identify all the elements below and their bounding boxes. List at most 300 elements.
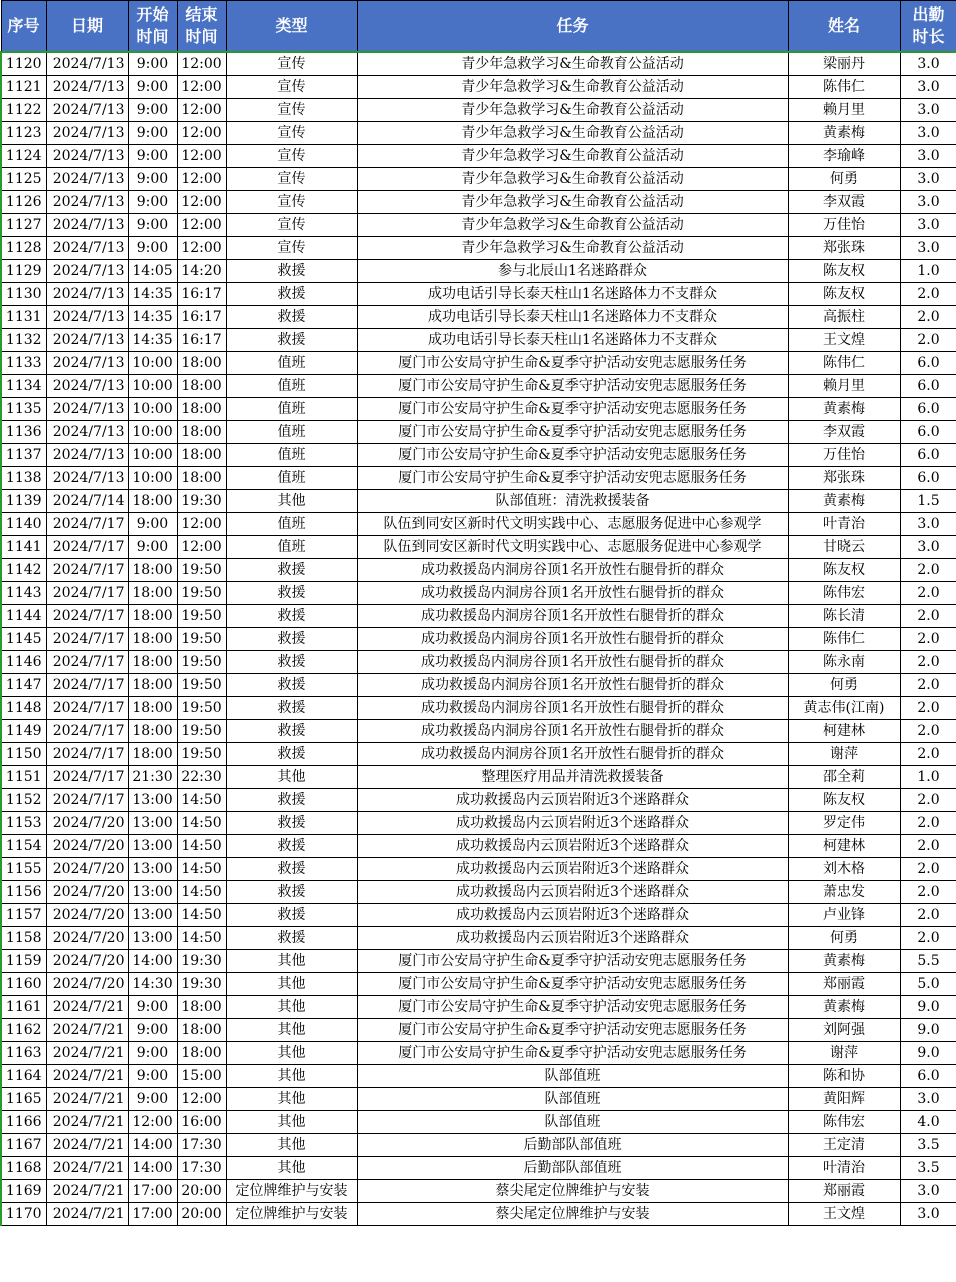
cell-name[interactable]: 柯建林 (788, 720, 900, 743)
cell-date[interactable]: 2024/7/13 (46, 444, 128, 467)
cell-end-time[interactable]: 19:30 (177, 973, 226, 996)
cell-hours[interactable]: 2.0 (900, 306, 956, 329)
cell-end-time[interactable]: 12:00 (177, 214, 226, 237)
cell-hours[interactable]: 5.0 (900, 973, 956, 996)
cell-task[interactable]: 成功救援岛内云顶岩附近3个迷路群众 (357, 881, 788, 904)
cell-hours[interactable]: 4.0 (900, 1111, 956, 1134)
cell-date[interactable]: 2024/7/13 (46, 99, 128, 122)
cell-task[interactable]: 队伍到同安区新时代文明实践中心、志愿服务促进中心参观学 (357, 536, 788, 559)
cell-end-time[interactable]: 14:50 (177, 858, 226, 881)
cell-task[interactable]: 成功救援岛内云顶岩附近3个迷路群众 (357, 927, 788, 950)
cell-name[interactable]: 柯建林 (788, 835, 900, 858)
cell-start-time[interactable]: 10:00 (128, 444, 177, 467)
cell-name[interactable]: 陈友权 (788, 260, 900, 283)
cell-seq[interactable]: 1155 (1, 858, 46, 881)
cell-start-time[interactable]: 18:00 (128, 559, 177, 582)
cell-start-time[interactable]: 10:00 (128, 421, 177, 444)
cell-date[interactable]: 2024/7/21 (46, 996, 128, 1019)
cell-name[interactable]: 郑张珠 (788, 237, 900, 260)
cell-date[interactable]: 2024/7/20 (46, 835, 128, 858)
cell-hours[interactable]: 3.0 (900, 52, 956, 76)
cell-end-time[interactable]: 12:00 (177, 191, 226, 214)
cell-type[interactable]: 救援 (226, 858, 357, 881)
cell-name[interactable]: 罗定伟 (788, 812, 900, 835)
cell-seq[interactable]: 1130 (1, 283, 46, 306)
cell-start-time[interactable]: 10:00 (128, 375, 177, 398)
cell-end-time[interactable]: 12:00 (177, 237, 226, 260)
cell-seq[interactable]: 1160 (1, 973, 46, 996)
cell-end-time[interactable]: 14:50 (177, 812, 226, 835)
cell-end-time[interactable]: 14:50 (177, 927, 226, 950)
cell-hours[interactable]: 2.0 (900, 651, 956, 674)
cell-seq[interactable]: 1140 (1, 513, 46, 536)
cell-date[interactable]: 2024/7/17 (46, 697, 128, 720)
cell-task[interactable]: 成功救援岛内洞房谷顶1名开放性右腿骨折的群众 (357, 582, 788, 605)
cell-task[interactable]: 队部值班：清洗救援装备 (357, 490, 788, 513)
cell-task[interactable]: 厦门市公安局守护生命&夏季守护活动安兜志愿服务任务 (357, 1019, 788, 1042)
cell-task[interactable]: 成功电话引导长泰天柱山1名迷路体力不支群众 (357, 306, 788, 329)
cell-type[interactable]: 救援 (226, 904, 357, 927)
cell-seq[interactable]: 1164 (1, 1065, 46, 1088)
cell-start-time[interactable]: 18:00 (128, 697, 177, 720)
cell-hours[interactable]: 6.0 (900, 375, 956, 398)
cell-task[interactable]: 蔡尖尾定位牌维护与安装 (357, 1203, 788, 1226)
cell-date[interactable]: 2024/7/20 (46, 812, 128, 835)
cell-date[interactable]: 2024/7/21 (46, 1019, 128, 1042)
cell-seq[interactable]: 1131 (1, 306, 46, 329)
cell-end-time[interactable]: 22:30 (177, 766, 226, 789)
cell-seq[interactable]: 1142 (1, 559, 46, 582)
cell-date[interactable]: 2024/7/17 (46, 559, 128, 582)
cell-name[interactable]: 陈友权 (788, 283, 900, 306)
cell-end-time[interactable]: 20:00 (177, 1203, 226, 1226)
cell-date[interactable]: 2024/7/13 (46, 352, 128, 375)
cell-type[interactable]: 宣传 (226, 145, 357, 168)
cell-date[interactable]: 2024/7/21 (46, 1111, 128, 1134)
cell-type[interactable]: 救援 (226, 835, 357, 858)
cell-task[interactable]: 厦门市公安局守护生命&夏季守护活动安兜志愿服务任务 (357, 398, 788, 421)
cell-name[interactable]: 陈伟宏 (788, 1111, 900, 1134)
cell-task[interactable]: 成功电话引导长泰天柱山1名迷路体力不支群众 (357, 329, 788, 352)
cell-hours[interactable]: 3.5 (900, 1134, 956, 1157)
cell-start-time[interactable]: 18:00 (128, 651, 177, 674)
cell-hours[interactable]: 2.0 (900, 674, 956, 697)
cell-type[interactable]: 其他 (226, 1065, 357, 1088)
cell-start-time[interactable]: 9:00 (128, 191, 177, 214)
cell-start-time[interactable]: 14:30 (128, 973, 177, 996)
cell-start-time[interactable]: 14:35 (128, 329, 177, 352)
cell-name[interactable]: 黄素梅 (788, 398, 900, 421)
cell-start-time[interactable]: 9:00 (128, 145, 177, 168)
cell-end-time[interactable]: 12:00 (177, 513, 226, 536)
cell-type[interactable]: 其他 (226, 996, 357, 1019)
cell-start-time[interactable]: 10:00 (128, 398, 177, 421)
cell-end-time[interactable]: 12:00 (177, 99, 226, 122)
cell-type[interactable]: 救援 (226, 743, 357, 766)
cell-end-time[interactable]: 18:00 (177, 444, 226, 467)
cell-hours[interactable]: 2.0 (900, 858, 956, 881)
cell-name[interactable]: 甘晓云 (788, 536, 900, 559)
cell-hours[interactable]: 9.0 (900, 996, 956, 1019)
cell-hours[interactable]: 2.0 (900, 628, 956, 651)
cell-hours[interactable]: 9.0 (900, 1042, 956, 1065)
cell-end-time[interactable]: 19:50 (177, 605, 226, 628)
cell-start-time[interactable]: 9:00 (128, 1065, 177, 1088)
cell-type[interactable]: 救援 (226, 260, 357, 283)
cell-type[interactable]: 值班 (226, 352, 357, 375)
cell-name[interactable]: 高振柱 (788, 306, 900, 329)
cell-type[interactable]: 值班 (226, 398, 357, 421)
cell-date[interactable]: 2024/7/20 (46, 904, 128, 927)
cell-end-time[interactable]: 14:50 (177, 789, 226, 812)
cell-date[interactable]: 2024/7/17 (46, 651, 128, 674)
cell-name[interactable]: 陈和协 (788, 1065, 900, 1088)
cell-type[interactable]: 宣传 (226, 76, 357, 99)
cell-seq[interactable]: 1129 (1, 260, 46, 283)
cell-start-time[interactable]: 9:00 (128, 536, 177, 559)
cell-seq[interactable]: 1156 (1, 881, 46, 904)
cell-date[interactable]: 2024/7/20 (46, 858, 128, 881)
cell-type[interactable]: 定位牌维护与安装 (226, 1180, 357, 1203)
cell-seq[interactable]: 1168 (1, 1157, 46, 1180)
cell-task[interactable]: 队部值班 (357, 1111, 788, 1134)
cell-date[interactable]: 2024/7/21 (46, 1180, 128, 1203)
cell-type[interactable]: 救援 (226, 697, 357, 720)
cell-end-time[interactable]: 19:50 (177, 628, 226, 651)
cell-date[interactable]: 2024/7/17 (46, 766, 128, 789)
cell-task[interactable]: 厦门市公安局守护生命&夏季守护活动安兜志愿服务任务 (357, 421, 788, 444)
cell-task[interactable]: 青少年急救学习&生命教育公益活动 (357, 168, 788, 191)
cell-name[interactable]: 陈长清 (788, 605, 900, 628)
cell-task[interactable]: 成功电话引导长泰天柱山1名迷路体力不支群众 (357, 283, 788, 306)
cell-name[interactable]: 刘木格 (788, 858, 900, 881)
cell-end-time[interactable]: 19:50 (177, 743, 226, 766)
cell-name[interactable]: 陈友权 (788, 789, 900, 812)
cell-date[interactable]: 2024/7/17 (46, 513, 128, 536)
cell-end-time[interactable]: 20:00 (177, 1180, 226, 1203)
cell-date[interactable]: 2024/7/13 (46, 145, 128, 168)
cell-name[interactable]: 萧忠发 (788, 881, 900, 904)
cell-end-time[interactable]: 19:50 (177, 559, 226, 582)
cell-task[interactable]: 厦门市公安局守护生命&夏季守护活动安兜志愿服务任务 (357, 996, 788, 1019)
cell-name[interactable]: 叶清治 (788, 1157, 900, 1180)
cell-end-time[interactable]: 19:50 (177, 720, 226, 743)
cell-date[interactable]: 2024/7/13 (46, 214, 128, 237)
cell-type[interactable]: 宣传 (226, 99, 357, 122)
cell-start-time[interactable]: 18:00 (128, 605, 177, 628)
cell-task[interactable]: 厦门市公安局守护生命&夏季守护活动安兜志愿服务任务 (357, 973, 788, 996)
cell-start-time[interactable]: 17:00 (128, 1203, 177, 1226)
cell-seq[interactable]: 1169 (1, 1180, 46, 1203)
cell-end-time[interactable]: 18:00 (177, 996, 226, 1019)
cell-type[interactable]: 救援 (226, 651, 357, 674)
cell-end-time[interactable]: 12:00 (177, 122, 226, 145)
cell-task[interactable]: 成功救援岛内洞房谷顶1名开放性右腿骨折的群众 (357, 605, 788, 628)
cell-start-time[interactable]: 18:00 (128, 674, 177, 697)
cell-task[interactable]: 队伍到同安区新时代文明实践中心、志愿服务促进中心参观学 (357, 513, 788, 536)
cell-start-time[interactable]: 13:00 (128, 789, 177, 812)
cell-type[interactable]: 其他 (226, 1134, 357, 1157)
cell-end-time[interactable]: 12:00 (177, 1088, 226, 1111)
cell-end-time[interactable]: 19:50 (177, 674, 226, 697)
cell-end-time[interactable]: 14:20 (177, 260, 226, 283)
cell-seq[interactable]: 1127 (1, 214, 46, 237)
header-name[interactable]: 姓名 (788, 1, 900, 53)
cell-seq[interactable]: 1141 (1, 536, 46, 559)
cell-task[interactable]: 成功救援岛内洞房谷顶1名开放性右腿骨折的群众 (357, 697, 788, 720)
cell-task[interactable]: 蔡尖尾定位牌维护与安装 (357, 1180, 788, 1203)
cell-date[interactable]: 2024/7/17 (46, 582, 128, 605)
cell-end-time[interactable]: 12:00 (177, 168, 226, 191)
cell-name[interactable]: 赖月里 (788, 375, 900, 398)
cell-type[interactable]: 其他 (226, 950, 357, 973)
cell-hours[interactable]: 3.0 (900, 122, 956, 145)
cell-hours[interactable]: 2.0 (900, 329, 956, 352)
cell-end-time[interactable]: 19:50 (177, 582, 226, 605)
cell-type[interactable]: 定位牌维护与安装 (226, 1203, 357, 1226)
cell-start-time[interactable]: 13:00 (128, 812, 177, 835)
cell-hours[interactable]: 2.0 (900, 881, 956, 904)
cell-end-time[interactable]: 14:50 (177, 881, 226, 904)
cell-task[interactable]: 成功救援岛内洞房谷顶1名开放性右腿骨折的群众 (357, 559, 788, 582)
cell-end-time[interactable]: 19:30 (177, 950, 226, 973)
cell-hours[interactable]: 6.0 (900, 444, 956, 467)
cell-hours[interactable]: 3.0 (900, 237, 956, 260)
cell-start-time[interactable]: 9:00 (128, 996, 177, 1019)
cell-hours[interactable]: 2.0 (900, 812, 956, 835)
cell-start-time[interactable]: 14:35 (128, 306, 177, 329)
cell-type[interactable]: 宣传 (226, 52, 357, 76)
cell-hours[interactable]: 2.0 (900, 559, 956, 582)
cell-seq[interactable]: 1149 (1, 720, 46, 743)
cell-hours[interactable]: 3.0 (900, 1088, 956, 1111)
cell-task[interactable]: 队部值班 (357, 1088, 788, 1111)
cell-date[interactable]: 2024/7/21 (46, 1203, 128, 1226)
cell-seq[interactable]: 1159 (1, 950, 46, 973)
cell-start-time[interactable]: 13:00 (128, 881, 177, 904)
cell-name[interactable]: 卢业锋 (788, 904, 900, 927)
cell-type[interactable]: 值班 (226, 513, 357, 536)
cell-name[interactable]: 刘阿强 (788, 1019, 900, 1042)
cell-hours[interactable]: 2.0 (900, 743, 956, 766)
cell-type[interactable]: 宣传 (226, 168, 357, 191)
cell-name[interactable]: 何勇 (788, 674, 900, 697)
cell-task[interactable]: 成功救援岛内云顶岩附近3个迷路群众 (357, 835, 788, 858)
cell-type[interactable]: 救援 (226, 283, 357, 306)
cell-seq[interactable]: 1121 (1, 76, 46, 99)
cell-hours[interactable]: 3.0 (900, 76, 956, 99)
cell-start-time[interactable]: 13:00 (128, 858, 177, 881)
cell-seq[interactable]: 1154 (1, 835, 46, 858)
cell-hours[interactable]: 3.0 (900, 1203, 956, 1226)
cell-seq[interactable]: 1157 (1, 904, 46, 927)
cell-date[interactable]: 2024/7/21 (46, 1065, 128, 1088)
cell-seq[interactable]: 1166 (1, 1111, 46, 1134)
cell-seq[interactable]: 1133 (1, 352, 46, 375)
cell-date[interactable]: 2024/7/17 (46, 536, 128, 559)
cell-hours[interactable]: 2.0 (900, 697, 956, 720)
cell-name[interactable]: 王文煌 (788, 329, 900, 352)
cell-seq[interactable]: 1134 (1, 375, 46, 398)
cell-hours[interactable]: 2.0 (900, 927, 956, 950)
cell-type[interactable]: 值班 (226, 444, 357, 467)
cell-type[interactable]: 其他 (226, 766, 357, 789)
cell-type[interactable]: 其他 (226, 1111, 357, 1134)
cell-type[interactable]: 其他 (226, 1088, 357, 1111)
cell-seq[interactable]: 1162 (1, 1019, 46, 1042)
cell-hours[interactable]: 5.5 (900, 950, 956, 973)
cell-name[interactable]: 李双霞 (788, 191, 900, 214)
cell-start-time[interactable]: 14:00 (128, 950, 177, 973)
cell-seq[interactable]: 1135 (1, 398, 46, 421)
cell-type[interactable]: 救援 (226, 605, 357, 628)
cell-start-time[interactable]: 9:00 (128, 237, 177, 260)
cell-task[interactable]: 成功救援岛内洞房谷顶1名开放性右腿骨折的群众 (357, 720, 788, 743)
cell-name[interactable]: 黄素梅 (788, 490, 900, 513)
cell-seq[interactable]: 1124 (1, 145, 46, 168)
cell-end-time[interactable]: 16:17 (177, 329, 226, 352)
cell-start-time[interactable]: 10:00 (128, 467, 177, 490)
cell-start-time[interactable]: 9:00 (128, 214, 177, 237)
cell-hours[interactable]: 6.0 (900, 467, 956, 490)
cell-end-time[interactable]: 16:00 (177, 1111, 226, 1134)
cell-start-time[interactable]: 9:00 (128, 99, 177, 122)
cell-task[interactable]: 青少年急救学习&生命教育公益活动 (357, 191, 788, 214)
cell-name[interactable]: 陈永南 (788, 651, 900, 674)
cell-type[interactable]: 值班 (226, 421, 357, 444)
cell-end-time[interactable]: 18:00 (177, 467, 226, 490)
cell-hours[interactable]: 2.0 (900, 904, 956, 927)
cell-hours[interactable]: 1.0 (900, 766, 956, 789)
cell-task[interactable]: 参与北辰山1名迷路群众 (357, 260, 788, 283)
cell-type[interactable]: 其他 (226, 973, 357, 996)
cell-type[interactable]: 宣传 (226, 237, 357, 260)
cell-name[interactable]: 陈伟仁 (788, 628, 900, 651)
cell-hours[interactable]: 6.0 (900, 352, 956, 375)
cell-start-time[interactable]: 21:30 (128, 766, 177, 789)
cell-name[interactable]: 何勇 (788, 168, 900, 191)
cell-date[interactable]: 2024/7/13 (46, 191, 128, 214)
cell-date[interactable]: 2024/7/20 (46, 973, 128, 996)
cell-hours[interactable]: 3.0 (900, 513, 956, 536)
cell-end-time[interactable]: 18:00 (177, 398, 226, 421)
cell-task[interactable]: 成功救援岛内云顶岩附近3个迷路群众 (357, 904, 788, 927)
cell-date[interactable]: 2024/7/13 (46, 122, 128, 145)
cell-end-time[interactable]: 18:00 (177, 1042, 226, 1065)
cell-task[interactable]: 成功救援岛内洞房谷顶1名开放性右腿骨折的群众 (357, 743, 788, 766)
cell-task[interactable]: 成功救援岛内洞房谷顶1名开放性右腿骨折的群众 (357, 628, 788, 651)
cell-end-time[interactable]: 16:17 (177, 306, 226, 329)
cell-start-time[interactable]: 10:00 (128, 352, 177, 375)
cell-task[interactable]: 成功救援岛内云顶岩附近3个迷路群众 (357, 789, 788, 812)
cell-end-time[interactable]: 14:50 (177, 835, 226, 858)
cell-seq[interactable]: 1143 (1, 582, 46, 605)
cell-type[interactable]: 救援 (226, 582, 357, 605)
cell-start-time[interactable]: 14:00 (128, 1134, 177, 1157)
cell-start-time[interactable]: 9:00 (128, 76, 177, 99)
cell-seq[interactable]: 1137 (1, 444, 46, 467)
cell-type[interactable]: 值班 (226, 536, 357, 559)
cell-end-time[interactable]: 18:00 (177, 421, 226, 444)
cell-type[interactable]: 救援 (226, 628, 357, 651)
cell-type[interactable]: 值班 (226, 375, 357, 398)
cell-type[interactable]: 救援 (226, 881, 357, 904)
cell-name[interactable]: 郑丽霞 (788, 1180, 900, 1203)
cell-end-time[interactable]: 19:30 (177, 490, 226, 513)
cell-date[interactable]: 2024/7/13 (46, 260, 128, 283)
cell-date[interactable]: 2024/7/17 (46, 720, 128, 743)
cell-name[interactable]: 梁丽丹 (788, 52, 900, 76)
cell-end-time[interactable]: 12:00 (177, 76, 226, 99)
cell-end-time[interactable]: 18:00 (177, 375, 226, 398)
cell-end-time[interactable]: 12:00 (177, 145, 226, 168)
header-type[interactable]: 类型 (226, 1, 357, 53)
cell-start-time[interactable]: 9:00 (128, 1088, 177, 1111)
cell-date[interactable]: 2024/7/13 (46, 467, 128, 490)
cell-type[interactable]: 其他 (226, 1019, 357, 1042)
cell-date[interactable]: 2024/7/17 (46, 674, 128, 697)
cell-name[interactable]: 黄志伟(江南) (788, 697, 900, 720)
cell-date[interactable]: 2024/7/17 (46, 789, 128, 812)
cell-seq[interactable]: 1152 (1, 789, 46, 812)
cell-date[interactable]: 2024/7/13 (46, 306, 128, 329)
cell-date[interactable]: 2024/7/21 (46, 1042, 128, 1065)
cell-start-time[interactable]: 13:00 (128, 927, 177, 950)
cell-date[interactable]: 2024/7/13 (46, 168, 128, 191)
cell-hours[interactable]: 2.0 (900, 835, 956, 858)
cell-date[interactable]: 2024/7/20 (46, 950, 128, 973)
cell-date[interactable]: 2024/7/13 (46, 398, 128, 421)
cell-hours[interactable]: 6.0 (900, 421, 956, 444)
cell-date[interactable]: 2024/7/13 (46, 283, 128, 306)
cell-type[interactable]: 救援 (226, 559, 357, 582)
cell-name[interactable]: 谢萍 (788, 743, 900, 766)
cell-start-time[interactable]: 14:05 (128, 260, 177, 283)
cell-start-time[interactable]: 18:00 (128, 582, 177, 605)
cell-end-time[interactable]: 19:50 (177, 697, 226, 720)
cell-hours[interactable]: 3.0 (900, 214, 956, 237)
cell-start-time[interactable]: 9:00 (128, 513, 177, 536)
cell-date[interactable]: 2024/7/21 (46, 1134, 128, 1157)
cell-hours[interactable]: 3.5 (900, 1157, 956, 1180)
cell-start-time[interactable]: 9:00 (128, 52, 177, 76)
cell-task[interactable]: 厦门市公安局守护生命&夏季守护活动安兜志愿服务任务 (357, 352, 788, 375)
header-hours[interactable]: 出勤 时长 (900, 1, 956, 53)
cell-type[interactable]: 宣传 (226, 191, 357, 214)
cell-name[interactable]: 李双霞 (788, 421, 900, 444)
cell-type[interactable]: 救援 (226, 674, 357, 697)
cell-seq[interactable]: 1147 (1, 674, 46, 697)
cell-hours[interactable]: 6.0 (900, 398, 956, 421)
cell-start-time[interactable]: 17:00 (128, 1180, 177, 1203)
cell-name[interactable]: 王定清 (788, 1134, 900, 1157)
cell-task[interactable]: 厦门市公安局守护生命&夏季守护活动安兜志愿服务任务 (357, 467, 788, 490)
cell-task[interactable]: 青少年急救学习&生命教育公益活动 (357, 214, 788, 237)
header-seq[interactable]: 序号 (1, 1, 46, 53)
cell-end-time[interactable]: 15:00 (177, 1065, 226, 1088)
cell-start-time[interactable]: 13:00 (128, 835, 177, 858)
cell-hours[interactable]: 9.0 (900, 1019, 956, 1042)
cell-type[interactable]: 救援 (226, 789, 357, 812)
cell-name[interactable]: 黄素梅 (788, 122, 900, 145)
cell-task[interactable]: 青少年急救学习&生命教育公益活动 (357, 52, 788, 76)
header-end-time[interactable]: 结束 时间 (177, 1, 226, 53)
cell-type[interactable]: 救援 (226, 329, 357, 352)
cell-date[interactable]: 2024/7/13 (46, 329, 128, 352)
cell-name[interactable]: 黄阳辉 (788, 1088, 900, 1111)
cell-name[interactable]: 李瑜峰 (788, 145, 900, 168)
cell-hours[interactable]: 2.0 (900, 582, 956, 605)
